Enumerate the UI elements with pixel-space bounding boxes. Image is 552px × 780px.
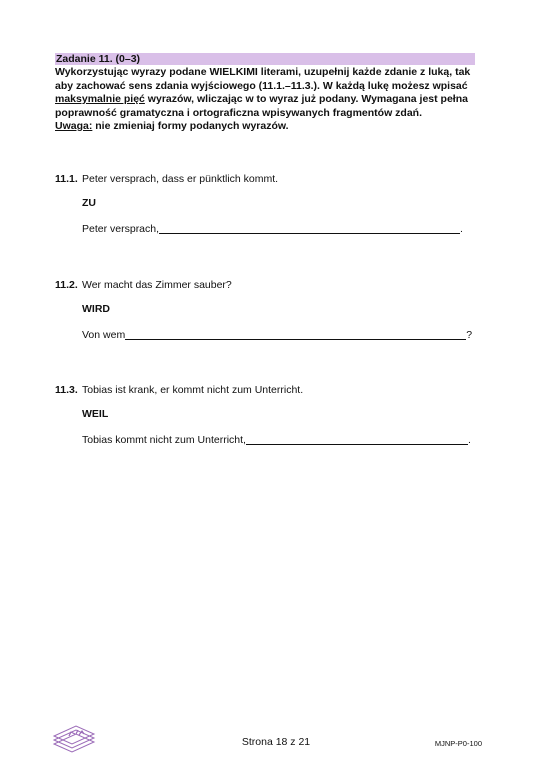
source-sentence: Peter versprach, dass er pünktlich kommt.	[82, 173, 279, 185]
instructions-line-3	[55, 93, 480, 107]
task-header: Zadanie 11. (0–3)	[55, 53, 475, 65]
answer-prefix: Peter versprach,	[82, 223, 160, 235]
answer-blank[interactable]	[246, 434, 468, 445]
answer-line	[82, 329, 472, 341]
answer-suffix: .	[460, 223, 463, 235]
answer-suffix: ?	[466, 329, 473, 341]
source-sentence: Tobias ist krank, er kommt nicht zum Unterricht.	[82, 384, 304, 396]
answer-blank[interactable]	[125, 329, 466, 340]
item-number: 11.2.	[55, 279, 78, 291]
instructions-line-4: poprawność gramatyczna i ortograficzna wpisywanych fragmentów zdań.	[55, 106, 422, 119]
answer-suffix: .	[467, 434, 471, 446]
instructions-line-2: aby zachować sens zdania wyjściowego (11.1.–11.3.). W każdą lukę możesz wpisać	[55, 79, 468, 92]
keyword: ZU	[82, 197, 96, 209]
answer-prefix: Von wem	[82, 329, 126, 341]
instructions-line-1: Wykorzystując wyrazy podane WIELKIMI literami, uzupełnij każde zdanie z luką, tak	[55, 66, 471, 78]
exam-code: MJNP-P0-100	[434, 739, 482, 748]
page-number: Strona 18 z 21	[241, 736, 311, 748]
answer-prefix: Tobias kommt nicht zum Unterricht,	[82, 434, 246, 446]
answer-line	[82, 223, 463, 235]
keyword: WEIL	[82, 408, 109, 420]
item-number: 11.1.	[55, 173, 78, 185]
warning-label: Uwaga:	[55, 120, 93, 132]
answer-blank[interactable]	[159, 223, 460, 234]
keyword: WIRD	[82, 303, 110, 315]
instructions-line-5	[55, 120, 480, 134]
instructions-emphasis: maksymalnie pięć	[55, 93, 145, 105]
source-sentence: Wer macht das Zimmer sauber?	[82, 279, 232, 291]
warning-text: nie zmieniaj formy podanych wyrazów.	[92, 120, 289, 132]
item-number: 11.3.	[55, 384, 78, 396]
task-instructions	[55, 66, 480, 134]
answer-line	[82, 434, 471, 446]
instructions-line-3-rest: wyrazów, wliczając w to wyraz już podany. Wymagana jest pełna	[144, 93, 468, 105]
